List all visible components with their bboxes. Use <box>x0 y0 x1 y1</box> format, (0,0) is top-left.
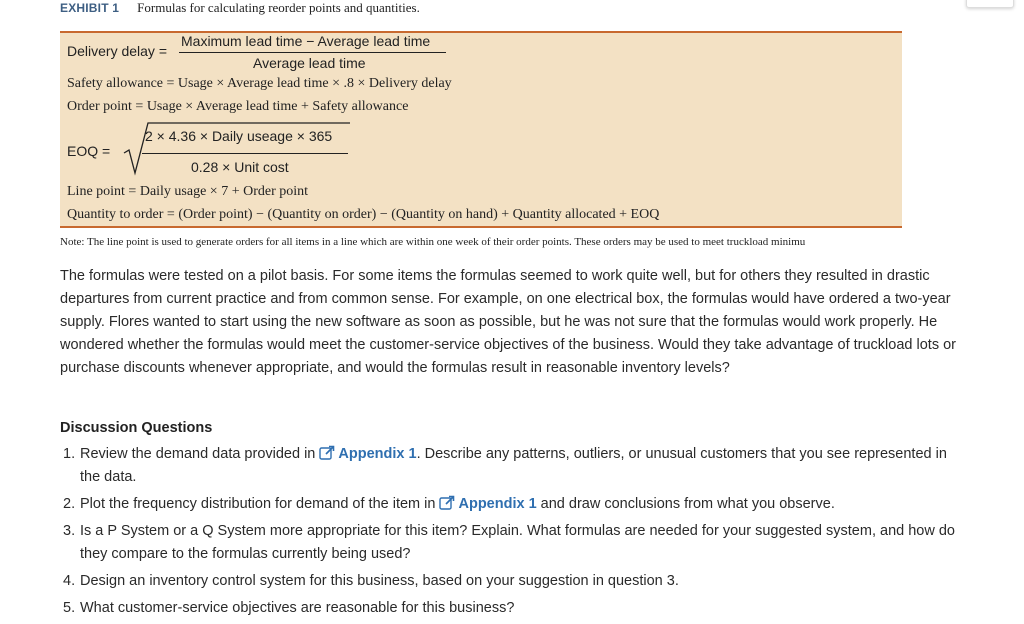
appendix-1-link[interactable] <box>439 496 536 512</box>
eoq-numerator: 2 × 4.36 × Daily useage × 365 <box>145 128 333 144</box>
appendix-1-link-label[interactable]: Appendix 1 <box>338 446 417 462</box>
appendix-1-link-label[interactable]: Appendix 1 <box>458 496 537 512</box>
delivery-delay-lhs: Delivery delay = <box>67 43 167 59</box>
question-text <box>80 493 963 516</box>
question-item <box>63 443 963 489</box>
question-number: 2. <box>63 496 76 512</box>
question-text: Is a P System or a Q System more appropriate for this item? Explain. What formulas are needed for your suggested system, and how do they compare to the formulas currently being used? <box>80 523 955 562</box>
question-number: 4. <box>63 573 76 589</box>
question-text <box>80 443 963 489</box>
external-link-icon <box>319 445 335 460</box>
external-link-icon <box>439 495 455 510</box>
eoq-lhs: EOQ = <box>67 143 111 159</box>
body-paragraph: The formulas were tested on a pilot basis. For some items the formulas seemed to work quite well, but for others they resulted in drastic departures from current practice and from common sense. For example, on one electrical box, the formulas would have ordered a two-year supply. Flores wanted to start using the new software as soon as possible, but he was not sure that the formulas would work properly. He wondered whether the formulas would meet the customer-service objectives of the business. Would they take advantage of truckload lots or purchase discounts whenever appropriate, and would the formulas result in reasonable inventory levels? <box>60 268 956 376</box>
question-item <box>63 570 963 593</box>
question-text-before: Review the demand data provided in <box>80 446 320 462</box>
question-text: What customer-service objectives are reasonable for this business? <box>80 600 515 616</box>
quantity-to-order-formula: Quantity to order = (Order point) − (Quantity on order) − (Quantity on hand) + Quantity allocated + EOQ <box>67 207 660 222</box>
delivery-delay-numerator: Maximum lead time − Average lead time <box>181 33 431 49</box>
eoq-fraction-bar <box>142 153 348 154</box>
question-item <box>63 520 963 566</box>
exhibit-caption: Formulas for calculating reorder points and quantities. <box>137 0 420 15</box>
question-text: Design an inventory control system for this business, based on your suggestion in question 3. <box>80 573 679 589</box>
formula-box <box>60 31 902 228</box>
discussion-question-list <box>63 443 963 624</box>
order-point-formula: Order point = Usage × Average lead time + Safety allowance <box>67 99 409 114</box>
question-text-before: Plot the frequency distribution for demand of the item in <box>80 496 440 512</box>
question-number: 1. <box>63 446 76 462</box>
delivery-delay-denominator: Average lead time <box>253 55 366 71</box>
question-item <box>63 493 963 516</box>
discussion-title: Discussion Questions <box>60 420 213 436</box>
line-point-formula: Line point = Daily usage × 7 + Order point <box>67 184 309 199</box>
safety-allowance-formula: Safety allowance = Usage × Average lead time × .8 × Delivery delay <box>67 76 452 91</box>
question-number: 3. <box>63 523 76 539</box>
delivery-delay-fraction-bar <box>179 52 446 53</box>
eoq-denominator: 0.28 × Unit cost <box>191 159 289 175</box>
exhibit-label: EXHIBIT 1 <box>60 1 120 15</box>
question-text-after: and draw conclusions from what you observe. <box>536 496 835 512</box>
corner-button[interactable] <box>966 0 1014 8</box>
appendix-1-link[interactable] <box>319 446 416 462</box>
exhibit-header <box>60 0 420 16</box>
question-number: 5. <box>63 600 76 616</box>
exhibit-note: Note: The line point is used to generate orders for all items in a line which are within one week of their order points. These orders may be used to meet truckload minimu <box>60 236 806 248</box>
question-text-after: . Describe any patterns, outliers, or unusual customers that you see represented in the data. <box>80 446 947 485</box>
question-item <box>63 597 963 620</box>
